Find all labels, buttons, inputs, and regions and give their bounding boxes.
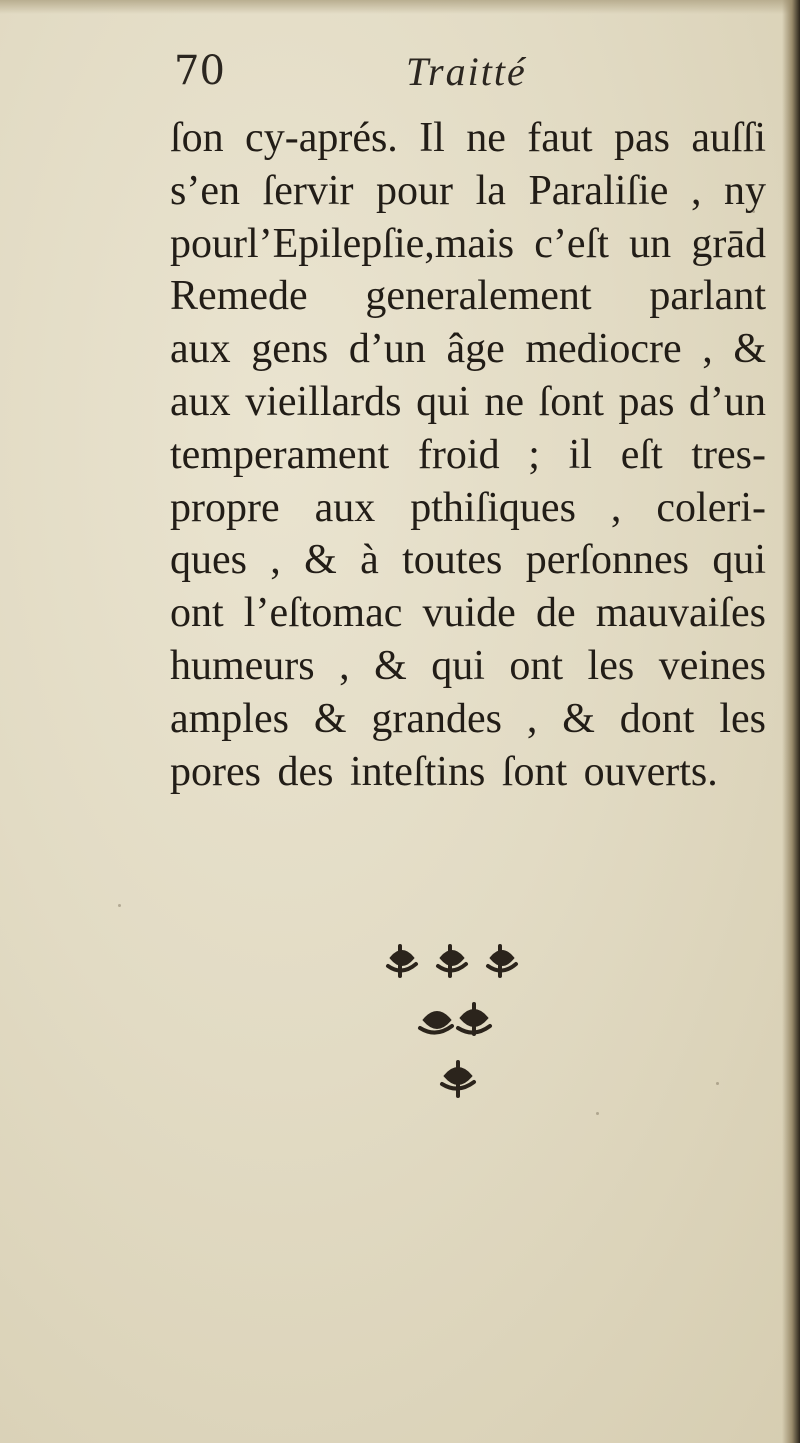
text-line: Remede generalement parlant xyxy=(170,273,766,320)
fleuron-icon xyxy=(420,1013,452,1033)
paper-speck xyxy=(596,1112,599,1115)
printers-fleuron-ornament-icon xyxy=(370,938,550,1108)
running-head xyxy=(170,48,590,108)
text-line: pores des inteſtins ſont ouverts. xyxy=(170,748,718,795)
text-line: temperament froid ; il eſt tres- xyxy=(170,431,766,478)
binding-edge xyxy=(782,0,800,1443)
fleuron-icon xyxy=(488,946,516,976)
fleuron-icon xyxy=(458,1004,490,1034)
fleuron-icon xyxy=(442,1062,474,1096)
page-top-edge xyxy=(0,0,800,14)
paper-speck xyxy=(716,1082,719,1085)
text-line: aux vieillards qui ne ſont pas d’un xyxy=(170,378,766,425)
text-line: ques , & à toutes perſonnes qui xyxy=(170,537,766,584)
running-title: Traitté xyxy=(406,49,527,94)
text-line: propre aux pthiſiques , coleri- xyxy=(170,484,766,531)
text-line: ont l’eſtomac vuide de mauvaiſes xyxy=(170,590,766,637)
fleuron-icon xyxy=(438,946,466,976)
paper-speck xyxy=(118,904,121,907)
text-line: amples & grandes , & dont les xyxy=(170,695,766,742)
fleuron-icon xyxy=(388,946,416,976)
paper-speck xyxy=(752,210,755,213)
text-line: pourl’Epilepſie,mais c’eſt un grād xyxy=(170,220,766,267)
text-line: s’en ſervir pour la Paraliſie , ny xyxy=(170,167,766,214)
page-number: 70 xyxy=(174,48,225,94)
body-text xyxy=(170,112,770,798)
text-line: ſon cy-aprés. Il ne faut pas auſſi xyxy=(170,115,766,161)
text-line: humeurs , & qui ont les veines xyxy=(170,642,766,689)
text-line: aux gens d’un âge mediocre , & xyxy=(170,326,766,373)
